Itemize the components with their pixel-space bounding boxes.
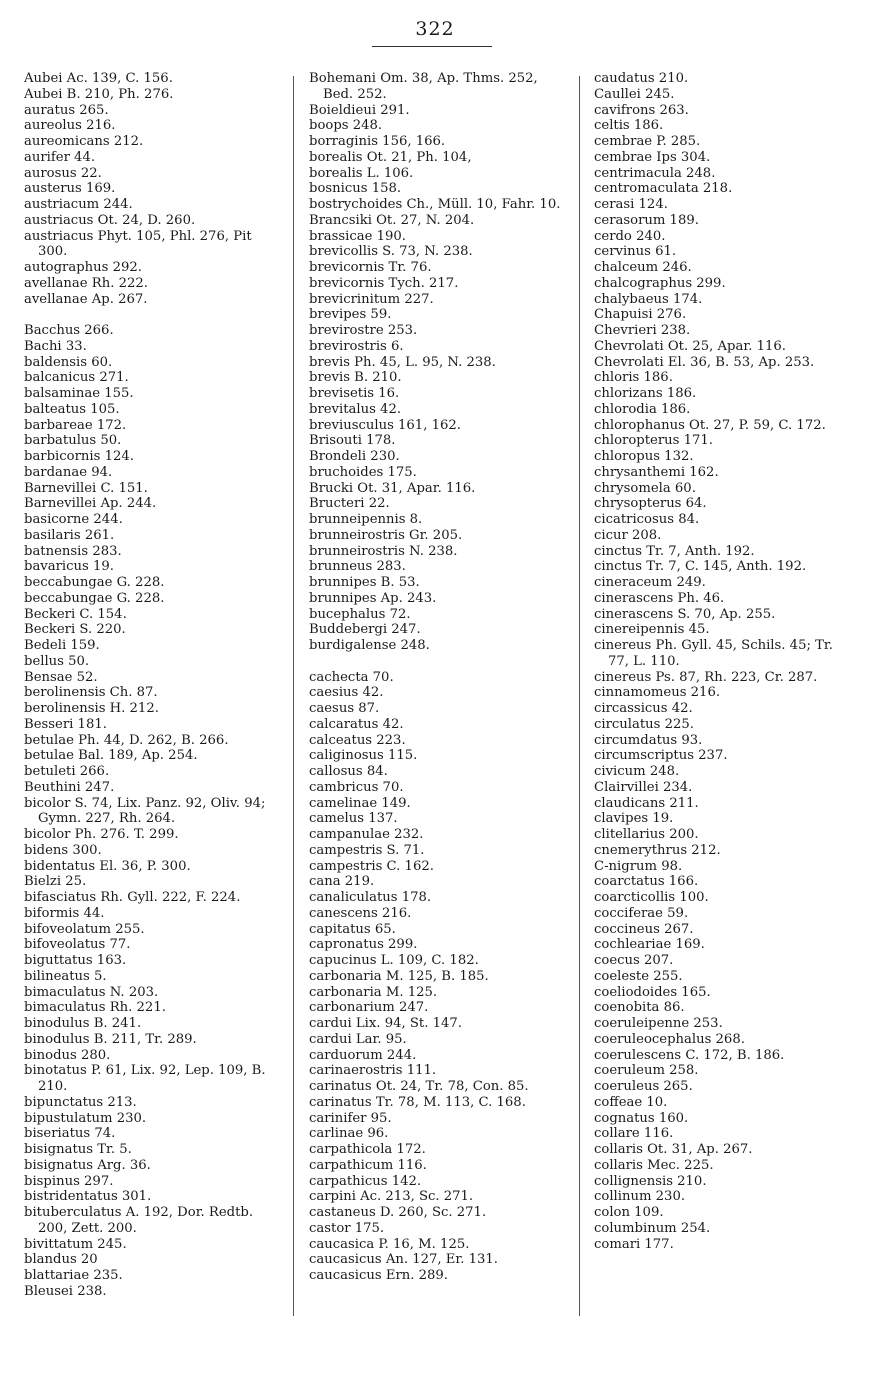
- index-entry: centrimacula 248.: [594, 165, 716, 181]
- index-entry: berolinensis Ch. 87.: [24, 685, 158, 701]
- index-entry: Chevrolati Ot. 25, Apar. 116.: [594, 338, 786, 354]
- index-entry: Beckeri C. 154.: [24, 606, 127, 622]
- index-entry: cachecta 70.: [309, 669, 394, 685]
- index-entry: Buddebergi 247.: [309, 622, 421, 638]
- index-entry: camelinae 149.: [309, 795, 411, 811]
- index-entry: carpathicola 172.: [309, 1142, 426, 1157]
- index-entry: aureomicans 212.: [24, 134, 144, 149]
- index-entry: chalceum 246.: [594, 260, 692, 275]
- index-entry: Brucki Ot. 31, Apar. 116.: [309, 480, 476, 496]
- index-entry: bilineatus 5.: [24, 968, 107, 984]
- index-entry: claudicans 211.: [594, 795, 699, 811]
- index-entry: castor 175.: [309, 1220, 385, 1236]
- index-entry: cembrae Ips 304.: [594, 149, 711, 165]
- index-entry: betulae Ph. 44, D. 262, B. 266.: [24, 732, 229, 748]
- index-entry: coeruleum 258.: [594, 1063, 699, 1079]
- index-entry: coeruleipenne 253.: [594, 1016, 723, 1031]
- index-entry: bicolor S. 74, Lix. Panz. 92, Oliv. 94; Gymn. 227, Rh. 264.: [24, 795, 266, 827]
- index-entry: camelus 137.: [309, 811, 398, 827]
- index-entry: colon 109.: [594, 1205, 664, 1220]
- index-entry: caesius 42.: [309, 685, 384, 701]
- index-entry: berolinensis H. 212.: [24, 701, 159, 716]
- index-entry: celtis 186.: [594, 118, 664, 134]
- index-entry: clitellarius 200.: [594, 827, 699, 842]
- index-entry: Aubei B. 210, Ph. 276.: [24, 86, 174, 102]
- index-entry: bellus 50.: [24, 653, 90, 669]
- index-entry: bivittatum 245.: [24, 1236, 127, 1252]
- index-entry: Boieldieui 291.: [309, 102, 410, 118]
- index-entry: cinerascens Ph. 46.: [594, 590, 725, 606]
- index-entry: castaneus D. 260, Sc. 271.: [309, 1205, 487, 1220]
- index-entry: bifoveolatus 77.: [24, 937, 131, 953]
- index-entry: brunneus 283.: [309, 559, 406, 575]
- index-entry: bruchoides 175.: [309, 464, 417, 480]
- index-entry: cembrae P. 285.: [594, 134, 701, 149]
- index-entry: bifasciatus Rh. Gyll. 222, F. 224.: [24, 890, 241, 905]
- index-entry: cervinus 61.: [594, 244, 677, 260]
- index-entry: cinctus Tr. 7, Anth. 192.: [594, 543, 755, 559]
- index-entry: Beckeri S. 220.: [24, 622, 126, 638]
- index-entry: clavipes 19.: [594, 811, 674, 827]
- index-entry: coecus 207.: [594, 953, 674, 968]
- index-entry: chlorophanus Ot. 27, P. 59, C. 172.: [594, 417, 826, 433]
- index-entry: binodus 280.: [24, 1047, 111, 1063]
- index-entry: Beuthini 247.: [24, 779, 115, 795]
- header-rule: [372, 46, 492, 47]
- index-entry: brevirostris 6.: [309, 338, 404, 354]
- index-entry: aureolus 216.: [24, 118, 116, 134]
- index-entry: campestris C. 162.: [309, 858, 434, 874]
- index-entry: brevicornis Tr. 76.: [309, 260, 432, 275]
- index-entry: brevipes 59.: [309, 307, 392, 323]
- index-entry: cinnamomeus 216.: [594, 685, 721, 701]
- index-entry: bucephalus 72.: [309, 606, 411, 622]
- index-entry: Chevrieri 238.: [594, 323, 691, 338]
- index-entry: capitatus 65.: [309, 921, 396, 937]
- index-entry: cinereus Ph. Gyll. 45, Schils. 45; Tr. 77, L. 110.: [594, 638, 833, 669]
- index-entry: brevicrinitum 227.: [309, 291, 434, 307]
- index-entry: canaliculatus 178.: [309, 890, 432, 905]
- index-entry: biseriatus 74.: [24, 1126, 116, 1142]
- index-entry: Bensae 52.: [24, 669, 98, 685]
- index-entry: Barnevillei C. 151.: [24, 480, 148, 496]
- index-entry: bispinus 297.: [24, 1173, 114, 1189]
- index-entry: collare 116.: [594, 1126, 674, 1142]
- index-entry: balcanicus 271.: [24, 370, 129, 386]
- index-entry: coffeae 10.: [594, 1094, 668, 1110]
- index-entry: circumdatus 93.: [594, 732, 703, 748]
- index-entry: C-nigrum 98.: [594, 858, 683, 874]
- column-divider: [293, 76, 294, 1316]
- index-entry: bifoveolatum 255.: [24, 921, 145, 937]
- index-entry: borraginis 156, 166.: [309, 134, 446, 149]
- index-entry: bavaricus 19.: [24, 559, 114, 575]
- index-entry: Bacchus 266.: [24, 323, 114, 338]
- index-entry: brevirostre 253.: [309, 323, 418, 338]
- index-entry: basilaris 261.: [24, 527, 115, 543]
- index-entry: Brisouti 178.: [309, 433, 396, 449]
- index-entry: carbonaria M. 125.: [309, 984, 438, 1000]
- index-entry: calceatus 223.: [309, 732, 406, 748]
- index-entry: Bructeri 22.: [309, 496, 390, 512]
- index-entry: breviusculus 161, 162.: [309, 417, 461, 433]
- index-entry: beccabungae G. 228.: [24, 575, 165, 590]
- index-entry: brevitalus 42.: [309, 401, 402, 417]
- index-entry: brunnipes B. 53.: [309, 575, 420, 590]
- index-entry: carinaerostris 111.: [309, 1063, 437, 1079]
- index-entry: carpathicus 142.: [309, 1173, 422, 1189]
- index-entry: austriacum 244.: [24, 197, 133, 212]
- index-entry: batnensis 283.: [24, 543, 122, 559]
- index-entry: brevis Ph. 45, L. 95, N. 238.: [309, 354, 496, 370]
- index-entry: canescens 216.: [309, 905, 412, 921]
- index-entry: coenobita 86.: [594, 1000, 685, 1016]
- index-entry: barbicornis 124.: [24, 449, 134, 464]
- index-entry: cineraceum 249.: [594, 575, 706, 590]
- index-entry: bisignatus Tr. 5.: [24, 1142, 132, 1157]
- index-entry: austriacus Phyt. 105, Phl. 276, Pit 300.: [24, 228, 252, 260]
- index-entry: bistridentatus 301.: [24, 1189, 152, 1205]
- index-entry: coeliodoides 165.: [594, 984, 711, 1000]
- index-entry: collaris Ot. 31, Ap. 267.: [594, 1142, 753, 1157]
- index-entry: cnemerythrus 212.: [594, 842, 721, 858]
- index-entry: bipustulatum 230.: [24, 1110, 147, 1126]
- index-entry: borealis L. 106.: [309, 165, 414, 181]
- index-entry: betuleti 266.: [24, 764, 110, 779]
- index-entry: caesus 87.: [309, 701, 380, 716]
- index-entry: collaris Mec. 225.: [594, 1157, 714, 1173]
- index-entry: brevicollis S. 73, N. 238.: [309, 244, 473, 260]
- index-entry: cinctus Tr. 7, C. 145, Anth. 192.: [594, 559, 807, 575]
- index-entry: coeleste 255.: [594, 968, 683, 984]
- index-entry: barbatulus 50.: [24, 433, 122, 449]
- index-entry: coeruleocephalus 268.: [594, 1031, 745, 1047]
- index-entry: aurosus 22.: [24, 165, 102, 181]
- index-entry: carinatus Ot. 24, Tr. 78, Con. 85.: [309, 1079, 529, 1094]
- index-entry: brunneirostris N. 238.: [309, 543, 458, 559]
- index-entry: Barnevillei Ap. 244.: [24, 496, 157, 512]
- index-entry: chloropterus 171.: [594, 433, 713, 449]
- index-entry: chrysopterus 64.: [594, 496, 707, 512]
- index-entry: avellanae Rh. 222.: [24, 275, 148, 291]
- index-entry: bostrychoides Ch., Müll. 10, Fahr. 10.: [309, 197, 561, 212]
- index-entry: coeruleus 265.: [594, 1079, 693, 1094]
- index-entry: chlorizans 186.: [594, 386, 697, 401]
- index-entry: barbareae 172.: [24, 417, 127, 433]
- index-entry: bidentatus El. 36, P. 300.: [24, 858, 191, 874]
- index-entry: cavifrons 263.: [594, 102, 689, 118]
- index-entry: chrysomela 60.: [594, 480, 696, 496]
- index-entry: beccabungae G. 228.: [24, 590, 165, 606]
- index-entry: Bachi 33.: [24, 338, 87, 354]
- index-entry: cinereus Ps. 87, Rh. 223, Cr. 287.: [594, 669, 818, 685]
- index-entry: biguttatus 163.: [24, 953, 127, 968]
- index-entry: avellanae Ap. 267.: [24, 291, 148, 307]
- index-entry: caucasicus Ern. 289.: [309, 1268, 448, 1283]
- index-entry: cambricus 70.: [309, 779, 404, 795]
- index-entry: brunneipennis 8.: [309, 512, 423, 527]
- index-entry: cerasi 124.: [594, 197, 668, 212]
- index-entry: columbinum 254.: [594, 1220, 711, 1236]
- index-entry: burdigalense 248.: [309, 638, 430, 653]
- index-entry: carbonaria M. 125, B. 185.: [309, 968, 489, 984]
- index-entry: binotatus P. 61, Lix. 92, Lep. 109, B. 210.: [24, 1063, 266, 1094]
- index-entry: campestris S. 71.: [309, 842, 425, 858]
- index-entry: brassicae 190.: [309, 228, 406, 244]
- index-entry: chalcographus 299.: [594, 275, 726, 291]
- index-entry: bimaculatus Rh. 221.: [24, 1000, 166, 1016]
- index-entry: centromaculata 218.: [594, 181, 733, 197]
- index-entry: capucinus L. 109, C. 182.: [309, 953, 479, 968]
- index-entry: cinerascens S. 70, Ap. 255.: [594, 606, 776, 622]
- index-entry: bardanae 94.: [24, 464, 113, 480]
- index-entry: cana 219.: [309, 874, 375, 890]
- index-entry: cerdo 240.: [594, 228, 666, 244]
- index-entry: balsaminae 155.: [24, 386, 134, 401]
- index-column-3: [594, 71, 856, 1252]
- index-entry: Bohemani Om. 38, Ap. Thms. 252, Bed. 252.: [309, 71, 538, 102]
- index-entry: blattariae 235.: [24, 1268, 123, 1283]
- index-entry: biformis 44.: [24, 905, 105, 921]
- section-gap: [24, 307, 282, 323]
- index-entry: brevisetis 16.: [309, 386, 400, 401]
- index-entry: austriacus Ot. 24, D. 260.: [24, 212, 196, 228]
- index-column-2: [309, 71, 567, 1284]
- page-number: 322: [415, 18, 455, 40]
- index-entry: bipunctatus 213.: [24, 1094, 137, 1110]
- index-entry: carpathicum 116.: [309, 1157, 427, 1173]
- index-entry: coarcticollis 100.: [594, 890, 709, 905]
- index-entry: chlorodia 186.: [594, 401, 691, 417]
- index-entry: coarctatus 166.: [594, 874, 699, 890]
- index-entry: comari 177.: [594, 1236, 674, 1252]
- index-entry: brunneirostris Gr. 205.: [309, 527, 463, 543]
- index-entry: brevis B. 210.: [309, 370, 402, 386]
- index-entry: blandus 20: [24, 1252, 98, 1268]
- column-divider: [579, 76, 580, 1316]
- index-entry: Clairvillei 234.: [594, 779, 693, 795]
- index-entry: carlinae 96.: [309, 1126, 389, 1142]
- index-entry: chloropus 132.: [594, 449, 694, 464]
- index-entry: Brancsiki Ot. 27, N. 204.: [309, 212, 475, 228]
- index-entry: Caullei 245.: [594, 86, 675, 102]
- index-entry: carpini Ac. 213, Sc. 271.: [309, 1189, 474, 1205]
- index-entry: basicorne 244.: [24, 512, 123, 527]
- index-entry: campanulae 232.: [309, 827, 424, 842]
- index-entry: binodulus B. 241.: [24, 1016, 142, 1031]
- index-entry: cochleariae 169.: [594, 937, 705, 953]
- index-entry: binodulus B. 211, Tr. 289.: [24, 1031, 197, 1047]
- index-column-1: [24, 71, 282, 1300]
- index-entry: Aubei Ac. 139, C. 156.: [24, 71, 173, 86]
- index-entry: cerasorum 189.: [594, 212, 699, 228]
- section-gap: [309, 654, 567, 670]
- index-entry: borealis Ot. 21, Ph. 104,: [309, 149, 472, 165]
- index-entry: circulatus 225.: [594, 716, 694, 732]
- index-entry: carduorum 244.: [309, 1047, 417, 1063]
- index-entry: collignensis 210.: [594, 1173, 707, 1189]
- index-entry: balteatus 105.: [24, 401, 120, 417]
- index-entry: callosus 84.: [309, 764, 388, 779]
- index-entry: cocciferae 59.: [594, 905, 689, 921]
- index-entry: carbonarium 247.: [309, 1000, 429, 1016]
- index-entry: cicur 208.: [594, 527, 662, 543]
- index-entry: Brondeli 230.: [309, 449, 400, 464]
- index-entry: auratus 265.: [24, 102, 109, 118]
- index-entry: Besseri 181.: [24, 716, 107, 732]
- index-entry: coccineus 267.: [594, 921, 694, 937]
- index-entry: bisignatus Arg. 36.: [24, 1157, 151, 1173]
- index-entry: cinereipennis 45.: [594, 622, 710, 638]
- index-entry: baldensis 60.: [24, 354, 113, 370]
- index-entry: autographus 292.: [24, 260, 142, 275]
- index-entry: cardui Lix. 94, St. 147.: [309, 1016, 462, 1031]
- index-entry: bimaculatus N. 203.: [24, 984, 159, 1000]
- index-entry: Bedeli 159.: [24, 638, 100, 653]
- index-entry: bituberculatus A. 192, Dor. Redtb. 200, Zett. 200.: [24, 1205, 254, 1236]
- index-entry: Chapuisi 276.: [594, 307, 687, 323]
- index-entry: caucasicus An. 127, Er. 131.: [309, 1252, 498, 1268]
- index-entry: boops 248.: [309, 118, 383, 134]
- index-entry: chrysanthemi 162.: [594, 464, 719, 480]
- index-entry: coerulescens C. 172, B. 186.: [594, 1047, 785, 1063]
- index-entry: caliginosus 115.: [309, 748, 418, 764]
- index-entry: carinatus Tr. 78, M. 113, C. 168.: [309, 1094, 526, 1110]
- index-entry: collinum 230.: [594, 1189, 686, 1205]
- index-entry: circumscriptus 237.: [594, 748, 728, 764]
- index-entry: Bielzi 25.: [24, 874, 87, 890]
- index-entry: civicum 248.: [594, 764, 680, 779]
- index-entry: brunnipes Ap. 243.: [309, 590, 437, 606]
- index-entry: brevicornis Tych. 217.: [309, 275, 459, 291]
- index-entry: chloris 186.: [594, 370, 673, 386]
- index-entry: caudatus 210.: [594, 71, 689, 86]
- index-entry: cognatus 160.: [594, 1110, 689, 1126]
- index-entry: betulae Bal. 189, Ap. 254.: [24, 748, 198, 764]
- index-entry: capronatus 299.: [309, 937, 418, 953]
- index-entry: carinifer 95.: [309, 1110, 392, 1126]
- index-entry: aurifer 44.: [24, 149, 96, 165]
- index-entry: bosnicus 158.: [309, 181, 402, 197]
- index-entry: Chevrolati El. 36, B. 53, Ap. 253.: [594, 354, 815, 370]
- index-entry: cardui Lar. 95.: [309, 1031, 407, 1047]
- index-entry: calcaratus 42.: [309, 716, 404, 732]
- index-entry: austerus 169.: [24, 181, 116, 197]
- index-entry: bidens 300.: [24, 842, 102, 858]
- index-entry: chalybaeus 174.: [594, 291, 703, 307]
- index-entry: cicatricosus 84.: [594, 512, 700, 527]
- index-entry: caucasica P. 16, M. 125.: [309, 1236, 470, 1252]
- index-entry: Bleusei 238.: [24, 1283, 107, 1299]
- index-entry: circassicus 42.: [594, 701, 693, 716]
- index-entry: bicolor Ph. 276. T. 299.: [24, 827, 179, 842]
